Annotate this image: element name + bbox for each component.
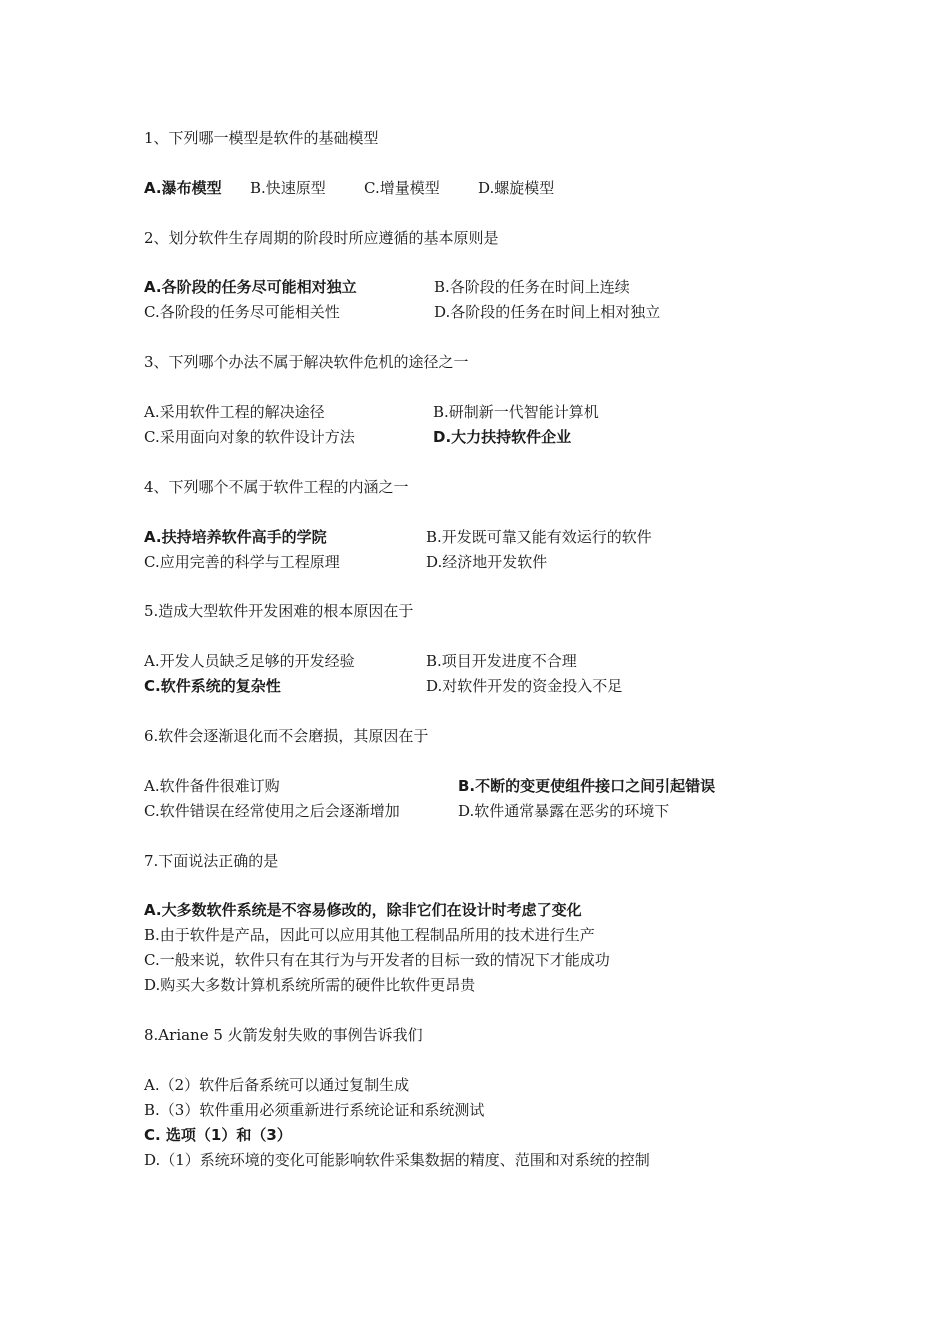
question-5-option-c: C.软件系统的复杂性 bbox=[144, 677, 281, 695]
question-4-option-a: A.扶持培养软件高手的学院 bbox=[144, 528, 327, 546]
question-2-option-c: C.各阶段的任务尽可能相关性 bbox=[144, 303, 340, 321]
question-7-option-b: B.由于软件是产品，因此可以应用其他工程制品所用的技术进行生产 bbox=[144, 926, 595, 944]
question-7-stem: 7.下面说法正确的是 bbox=[144, 852, 279, 870]
question-6-option-a: A.软件备件很难订购 bbox=[144, 777, 280, 795]
question-3-stem: 3、下列哪个办法不属于解决软件危机的途径之一 bbox=[144, 353, 469, 371]
question-4-option-d: D.经济地开发软件 bbox=[426, 553, 548, 571]
question-6-stem: 6.软件会逐渐退化而不会磨损，其原因在于 bbox=[144, 727, 429, 745]
question-3-option-d: D.大力扶持软件企业 bbox=[433, 428, 572, 446]
question-5-option-d: D.对软件开发的资金投入不足 bbox=[426, 677, 623, 695]
question-2-option-b: B.各阶段的任务在时间上连续 bbox=[434, 278, 630, 296]
question-2-stem: 2、划分软件生存周期的阶段时所应遵循的基本原则是 bbox=[144, 229, 499, 247]
question-5-stem: 5.造成大型软件开发困难的根本原因在于 bbox=[144, 602, 414, 620]
question-3-option-b: B.研制新一代智能计算机 bbox=[433, 403, 599, 421]
question-7-option-c: C.一般来说，软件只有在其行为与开发者的目标一致的情况下才能成功 bbox=[144, 951, 610, 969]
question-6-option-d: D.软件通常暴露在恶劣的环境下 bbox=[458, 802, 670, 820]
question-2-option-d: D.各阶段的任务在时间上相对独立 bbox=[434, 303, 661, 321]
question-1-option-b: B.快速原型 bbox=[250, 179, 326, 197]
question-1-option-c: C.增量模型 bbox=[364, 179, 440, 197]
question-8-option-c: C. 选项（1）和（3） bbox=[144, 1126, 292, 1144]
question-8-stem: 8.Ariane 5 火箭发射失败的事例告诉我们 bbox=[144, 1026, 423, 1044]
question-5-option-b: B.项目开发进度不合理 bbox=[426, 652, 577, 670]
question-5-option-a: A.开发人员缺乏足够的开发经验 bbox=[144, 652, 355, 670]
question-1-option-d: D.螺旋模型 bbox=[478, 179, 555, 197]
question-1-stem: 1、下列哪一模型是软件的基础模型 bbox=[144, 129, 379, 147]
question-3-option-a: A.采用软件工程的解决途径 bbox=[144, 403, 325, 421]
question-3-option-c: C.采用面向对象的软件设计方法 bbox=[144, 428, 355, 446]
question-8-option-b: B.（3）软件重用必须重新进行系统论证和系统测试 bbox=[144, 1101, 485, 1119]
question-6-option-c: C.软件错误在经常使用之后会逐渐增加 bbox=[144, 802, 400, 820]
question-4-option-c: C.应用完善的科学与工程原理 bbox=[144, 553, 340, 571]
question-4-option-b: B.开发既可靠又能有效运行的软件 bbox=[426, 528, 652, 546]
question-1-option-a: A.瀑布模型 bbox=[144, 179, 222, 197]
question-4-stem: 4、下列哪个不属于软件工程的内涵之一 bbox=[144, 478, 409, 496]
question-8-option-a: A.（2）软件后备系统可以通过复制生成 bbox=[144, 1076, 410, 1094]
question-7-option-d: D.购买大多数计算机系统所需的硬件比软件更昂贵 bbox=[144, 976, 476, 994]
question-2-option-a: A.各阶段的任务尽可能相对独立 bbox=[144, 278, 357, 296]
question-7-option-a: A.大多数软件系统是不容易修改的，除非它们在设计时考虑了变化 bbox=[144, 901, 582, 919]
question-6-option-b: B.不断的变更使组件接口之间引起错误 bbox=[458, 777, 716, 795]
question-8-option-d: D.（1）系统环境的变化可能影响软件采集数据的精度、范围和对系统的控制 bbox=[144, 1151, 650, 1169]
